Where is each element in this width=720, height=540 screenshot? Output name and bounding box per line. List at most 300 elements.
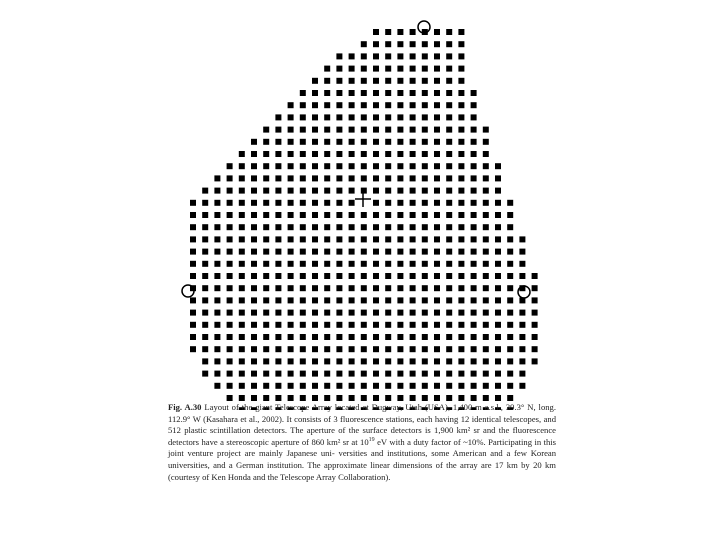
surface-detector (397, 212, 403, 218)
surface-detector (263, 261, 269, 267)
surface-detector (239, 249, 245, 255)
surface-detector (397, 78, 403, 84)
surface-detector (495, 261, 501, 267)
surface-detector (300, 212, 306, 218)
surface-detector (312, 322, 318, 328)
surface-detector (385, 29, 391, 35)
surface-detector (385, 53, 391, 59)
surface-detector (446, 236, 452, 242)
surface-detector (471, 127, 477, 133)
surface-detector (495, 383, 501, 389)
surface-detector (202, 371, 208, 377)
surface-detector (239, 371, 245, 377)
surface-detector (434, 346, 440, 352)
surface-detector (275, 188, 281, 194)
surface-detector (336, 212, 342, 218)
surface-detector (532, 322, 538, 328)
surface-detector (312, 114, 318, 120)
surface-detector (288, 395, 294, 401)
surface-detector (483, 285, 489, 291)
surface-detector (397, 224, 403, 230)
surface-detector (446, 310, 452, 316)
surface-detector (532, 297, 538, 303)
surface-detector (361, 224, 367, 230)
surface-detector (410, 163, 416, 169)
surface-detector (361, 127, 367, 133)
surface-detector (495, 358, 501, 364)
surface-detector (214, 322, 220, 328)
surface-detector (422, 358, 428, 364)
surface-detector (495, 163, 501, 169)
surface-detector (446, 371, 452, 377)
surface-detector (214, 346, 220, 352)
surface-detector (336, 285, 342, 291)
surface-detector (434, 285, 440, 291)
surface-detector (324, 188, 330, 194)
surface-detector (373, 114, 379, 120)
surface-detector (227, 395, 233, 401)
surface-detector (483, 383, 489, 389)
surface-detector (385, 66, 391, 72)
surface-detector (263, 212, 269, 218)
surface-detector (275, 297, 281, 303)
surface-detector (300, 358, 306, 364)
surface-detector (458, 346, 464, 352)
surface-detector (471, 310, 477, 316)
surface-detector (458, 212, 464, 218)
surface-detector (202, 322, 208, 328)
surface-detector (471, 102, 477, 108)
surface-detector (239, 395, 245, 401)
surface-detector (361, 188, 367, 194)
surface-detector (495, 322, 501, 328)
surface-detector (434, 139, 440, 145)
surface-detector (397, 200, 403, 206)
surface-detector (202, 297, 208, 303)
surface-detector (300, 334, 306, 340)
surface-detector (410, 188, 416, 194)
surface-detector (373, 297, 379, 303)
surface-detector (275, 383, 281, 389)
surface-detector (458, 310, 464, 316)
surface-detector (458, 236, 464, 242)
surface-detector (288, 175, 294, 181)
surface-detector (361, 358, 367, 364)
surface-detector (239, 383, 245, 389)
surface-detector (300, 297, 306, 303)
caption-line: eV with a duty factor of ~10%. Participating in this joint venture project are mainly Japanese uni- (168, 436, 556, 459)
surface-detector (397, 297, 403, 303)
surface-detector (300, 224, 306, 230)
surface-detector (471, 322, 477, 328)
surface-detector (288, 285, 294, 291)
surface-detector (312, 127, 318, 133)
surface-detector (239, 346, 245, 352)
surface-detector (471, 175, 477, 181)
surface-detector (385, 346, 391, 352)
surface-detector (300, 322, 306, 328)
surface-detector (312, 90, 318, 96)
surface-detector (471, 395, 477, 401)
surface-detector (251, 139, 257, 145)
surface-detector (483, 395, 489, 401)
surface-detector (483, 310, 489, 316)
surface-detector (239, 310, 245, 316)
surface-detector (312, 358, 318, 364)
surface-detector (300, 127, 306, 133)
surface-detector (349, 212, 355, 218)
surface-detector (446, 285, 452, 291)
surface-detector (202, 249, 208, 255)
surface-detector (214, 249, 220, 255)
surface-detector (349, 200, 355, 206)
surface-detector (458, 175, 464, 181)
surface-detector (227, 273, 233, 279)
surface-detector (312, 273, 318, 279)
surface-detector (288, 273, 294, 279)
surface-detector (349, 249, 355, 255)
surface-detector (263, 188, 269, 194)
surface-detector (410, 66, 416, 72)
surface-detector (336, 114, 342, 120)
surface-detector (324, 346, 330, 352)
surface-detector (349, 90, 355, 96)
surface-detector (275, 175, 281, 181)
surface-detector (361, 297, 367, 303)
surface-detector (202, 188, 208, 194)
surface-detector (446, 188, 452, 194)
surface-detector (227, 346, 233, 352)
caption-superscript: 19 (368, 436, 375, 443)
surface-detector (336, 358, 342, 364)
surface-detector (458, 200, 464, 206)
surface-detector (373, 322, 379, 328)
surface-detector (385, 175, 391, 181)
surface-detector (239, 273, 245, 279)
surface-detector (324, 334, 330, 340)
surface-detector (373, 127, 379, 133)
surface-detector (495, 310, 501, 316)
surface-detector (495, 175, 501, 181)
surface-detector (397, 358, 403, 364)
surface-detector (202, 224, 208, 230)
surface-detector (300, 261, 306, 267)
surface-detector (214, 175, 220, 181)
surface-detector (227, 297, 233, 303)
surface-detector (227, 163, 233, 169)
surface-detector (385, 114, 391, 120)
surface-detector (324, 114, 330, 120)
surface-detector (495, 285, 501, 291)
surface-detector (507, 261, 513, 267)
surface-detector (483, 200, 489, 206)
surface-detector (397, 114, 403, 120)
surface-detector (458, 358, 464, 364)
surface-detector (373, 249, 379, 255)
surface-detector (324, 212, 330, 218)
surface-detector (214, 297, 220, 303)
surface-detector (434, 273, 440, 279)
surface-detector (410, 139, 416, 145)
surface-detector (312, 334, 318, 340)
surface-detector (349, 334, 355, 340)
surface-detector (361, 395, 367, 401)
surface-detector (483, 188, 489, 194)
surface-detector (422, 297, 428, 303)
surface-detector (263, 322, 269, 328)
surface-detector (361, 249, 367, 255)
surface-detector (251, 151, 257, 157)
surface-detector (385, 285, 391, 291)
surface-detector (275, 346, 281, 352)
surface-detector (397, 163, 403, 169)
surface-detector (507, 212, 513, 218)
surface-detector (434, 114, 440, 120)
surface-detector (446, 346, 452, 352)
surface-detector (288, 188, 294, 194)
surface-detector (336, 273, 342, 279)
surface-detector (532, 334, 538, 340)
surface-detector (519, 383, 525, 389)
surface-detector (446, 334, 452, 340)
surface-detector (288, 139, 294, 145)
surface-detector (312, 249, 318, 255)
surface-detector (458, 163, 464, 169)
surface-detector (263, 285, 269, 291)
surface-detector (422, 285, 428, 291)
surface-detector (361, 383, 367, 389)
surface-detector (532, 358, 538, 364)
surface-detector (263, 139, 269, 145)
surface-detector (361, 139, 367, 145)
surface-detector (458, 90, 464, 96)
surface-detector (263, 371, 269, 377)
surface-detector (214, 285, 220, 291)
surface-detector (483, 163, 489, 169)
surface-detector (446, 66, 452, 72)
surface-detector (202, 346, 208, 352)
surface-detector (385, 297, 391, 303)
surface-detector (251, 273, 257, 279)
surface-detector (312, 139, 318, 145)
surface-detector (324, 249, 330, 255)
surface-detector (507, 236, 513, 242)
surface-detector (214, 358, 220, 364)
surface-detector (410, 151, 416, 157)
surface-detector (336, 297, 342, 303)
caption-line: the Telescope Array Collaboration). (267, 471, 391, 482)
surface-detector (251, 346, 257, 352)
surface-detector (483, 236, 489, 242)
surface-detector (373, 163, 379, 169)
surface-detector (422, 139, 428, 145)
surface-detector (361, 212, 367, 218)
surface-detector (397, 53, 403, 59)
surface-detector (202, 236, 208, 242)
surface-detector (446, 249, 452, 255)
surface-detector (275, 395, 281, 401)
surface-detector (251, 212, 257, 218)
surface-detector (422, 114, 428, 120)
surface-detector (507, 383, 513, 389)
surface-detector (300, 249, 306, 255)
surface-detector (434, 297, 440, 303)
surface-detector (471, 285, 477, 291)
surface-detector (288, 163, 294, 169)
surface-detector (239, 212, 245, 218)
surface-detector (214, 334, 220, 340)
surface-detector (336, 66, 342, 72)
surface-detector (288, 200, 294, 206)
figure-caption (168, 402, 556, 483)
surface-detector (312, 285, 318, 291)
surface-detector (410, 102, 416, 108)
surface-detector (434, 383, 440, 389)
surface-detector (446, 322, 452, 328)
surface-detector (471, 188, 477, 194)
surface-detector (312, 297, 318, 303)
surface-detector (471, 139, 477, 145)
surface-detector (507, 334, 513, 340)
surface-detector (410, 383, 416, 389)
surface-detector (239, 163, 245, 169)
surface-detector (190, 273, 196, 279)
surface-detector (373, 102, 379, 108)
surface-detector (410, 114, 416, 120)
surface-detector (471, 114, 477, 120)
surface-detector (275, 139, 281, 145)
surface-detector (434, 102, 440, 108)
surface-detector (446, 53, 452, 59)
surface-detector (275, 114, 281, 120)
surface-detector (312, 224, 318, 230)
surface-detector (519, 273, 525, 279)
surface-detector (422, 249, 428, 255)
surface-detector (373, 371, 379, 377)
surface-detector (458, 273, 464, 279)
surface-detector (397, 139, 403, 145)
surface-detector (263, 346, 269, 352)
surface-detector (263, 310, 269, 316)
surface-detector (361, 151, 367, 157)
surface-detector (397, 127, 403, 133)
surface-detector (227, 212, 233, 218)
surface-detector (397, 102, 403, 108)
surface-detector (300, 163, 306, 169)
surface-detector (458, 383, 464, 389)
surface-detector (483, 224, 489, 230)
surface-detector (422, 236, 428, 242)
surface-detector (385, 102, 391, 108)
surface-detector (361, 346, 367, 352)
surface-detector (214, 236, 220, 242)
surface-detector (336, 249, 342, 255)
surface-detector (349, 66, 355, 72)
surface-detector (361, 90, 367, 96)
surface-detector (361, 285, 367, 291)
surface-detector (349, 358, 355, 364)
surface-detector (190, 212, 196, 218)
surface-detector (458, 395, 464, 401)
surface-detector (495, 236, 501, 242)
surface-detector (483, 175, 489, 181)
surface-detector (239, 285, 245, 291)
surface-detector (434, 53, 440, 59)
surface-detector (446, 297, 452, 303)
surface-detector (507, 346, 513, 352)
surface-detector (519, 236, 525, 242)
surface-detector (434, 322, 440, 328)
surface-detector (349, 224, 355, 230)
surface-detector (495, 200, 501, 206)
surface-detector (471, 358, 477, 364)
surface-detector (336, 163, 342, 169)
surface-detector (471, 200, 477, 206)
surface-detector (385, 188, 391, 194)
surface-detector (532, 273, 538, 279)
surface-detector (263, 200, 269, 206)
surface-detector (312, 371, 318, 377)
surface-detector (239, 175, 245, 181)
surface-detector (385, 78, 391, 84)
surface-detector (507, 358, 513, 364)
surface-detector (434, 175, 440, 181)
surface-detector (422, 383, 428, 389)
surface-detector (300, 151, 306, 157)
surface-detector (397, 334, 403, 340)
surface-detector (410, 346, 416, 352)
surface-detector (336, 188, 342, 194)
surface-detector (202, 358, 208, 364)
surface-detector (434, 163, 440, 169)
surface-detector (275, 212, 281, 218)
surface-detector (458, 139, 464, 145)
surface-detector (458, 322, 464, 328)
surface-detector (373, 41, 379, 47)
surface-detector (227, 310, 233, 316)
surface-detector (397, 66, 403, 72)
surface-detector (446, 358, 452, 364)
surface-detector (434, 78, 440, 84)
surface-detector (251, 310, 257, 316)
surface-detector (458, 66, 464, 72)
surface-detector (471, 334, 477, 340)
surface-detector (519, 310, 525, 316)
surface-detector (227, 334, 233, 340)
surface-detector (397, 90, 403, 96)
surface-detector (422, 175, 428, 181)
surface-detector (446, 273, 452, 279)
surface-detector (312, 78, 318, 84)
surface-detector (397, 249, 403, 255)
surface-detector (336, 53, 342, 59)
surface-detector (288, 383, 294, 389)
surface-detector (434, 41, 440, 47)
surface-detector (446, 90, 452, 96)
surface-detector (397, 371, 403, 377)
surface-detector (434, 261, 440, 267)
surface-detector (202, 310, 208, 316)
surface-detector (202, 212, 208, 218)
surface-detector (349, 285, 355, 291)
surface-detector (471, 371, 477, 377)
surface-detector (263, 395, 269, 401)
surface-detector (385, 151, 391, 157)
surface-detector (410, 249, 416, 255)
detector-grid (190, 29, 538, 410)
surface-detector (422, 41, 428, 47)
surface-detector (434, 66, 440, 72)
